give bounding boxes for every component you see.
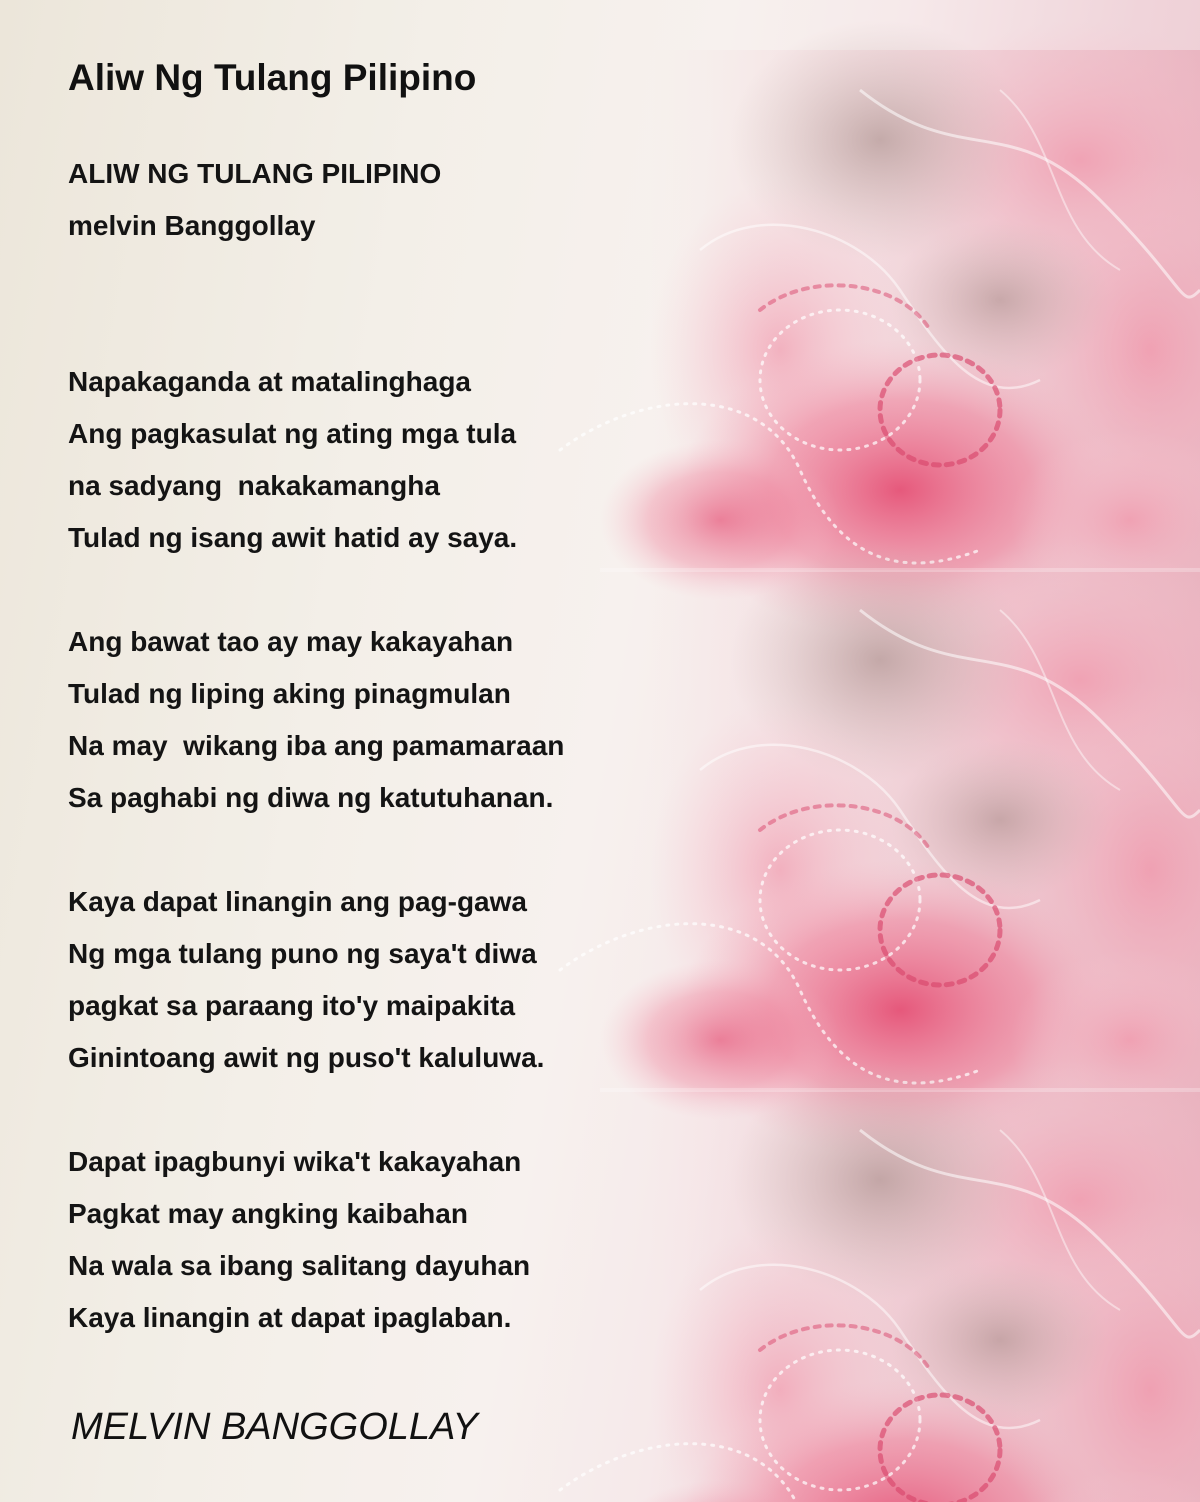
poem-line: Ang pagkasulat ng ating mga tula bbox=[68, 418, 517, 449]
poem-content bbox=[68, 0, 828, 1502]
poem-line: Ang bawat tao ay may kakayahan bbox=[68, 626, 514, 657]
poem-heading: ALIW NG TULANG PILIPINO bbox=[68, 158, 442, 189]
poem-line: na sadyang nakakamangha bbox=[68, 470, 440, 501]
poem-line: Ng mga tulang puno ng saya't diwa bbox=[68, 938, 537, 969]
poem-line: Sa paghabi ng diwa ng katutuhanan. bbox=[68, 782, 554, 813]
poem-line: Napakaganda at matalinghaga bbox=[68, 366, 472, 397]
author-signature: MELVIN BANGGOLLAY bbox=[71, 1406, 478, 1448]
poem-line: Dapat ipagbunyi wika't kakayahan bbox=[68, 1146, 522, 1177]
poem-byline: melvin Banggollay bbox=[68, 210, 316, 241]
poem-line: Tulad ng liping aking pinagmulan bbox=[68, 678, 511, 709]
poem-line: Na may wikang iba ang pamamaraan bbox=[68, 730, 565, 761]
poem-line: Pagkat may angking kaibahan bbox=[68, 1198, 468, 1229]
poem-line: Na wala sa ibang salitang dayuhan bbox=[68, 1250, 531, 1281]
poem-line: Ginintoang awit ng puso't kaluluwa. bbox=[68, 1042, 545, 1073]
poem-line: Kaya dapat linangin ang pag-gawa bbox=[68, 886, 527, 917]
poem-line: Kaya linangin at dapat ipaglaban. bbox=[68, 1302, 512, 1333]
poem-line: pagkat sa paraang ito'y maipakita bbox=[68, 990, 516, 1021]
poem-line: Tulad ng isang awit hatid ay saya. bbox=[68, 522, 518, 553]
page-title: Aliw Ng Tulang Pilipino bbox=[68, 57, 477, 98]
